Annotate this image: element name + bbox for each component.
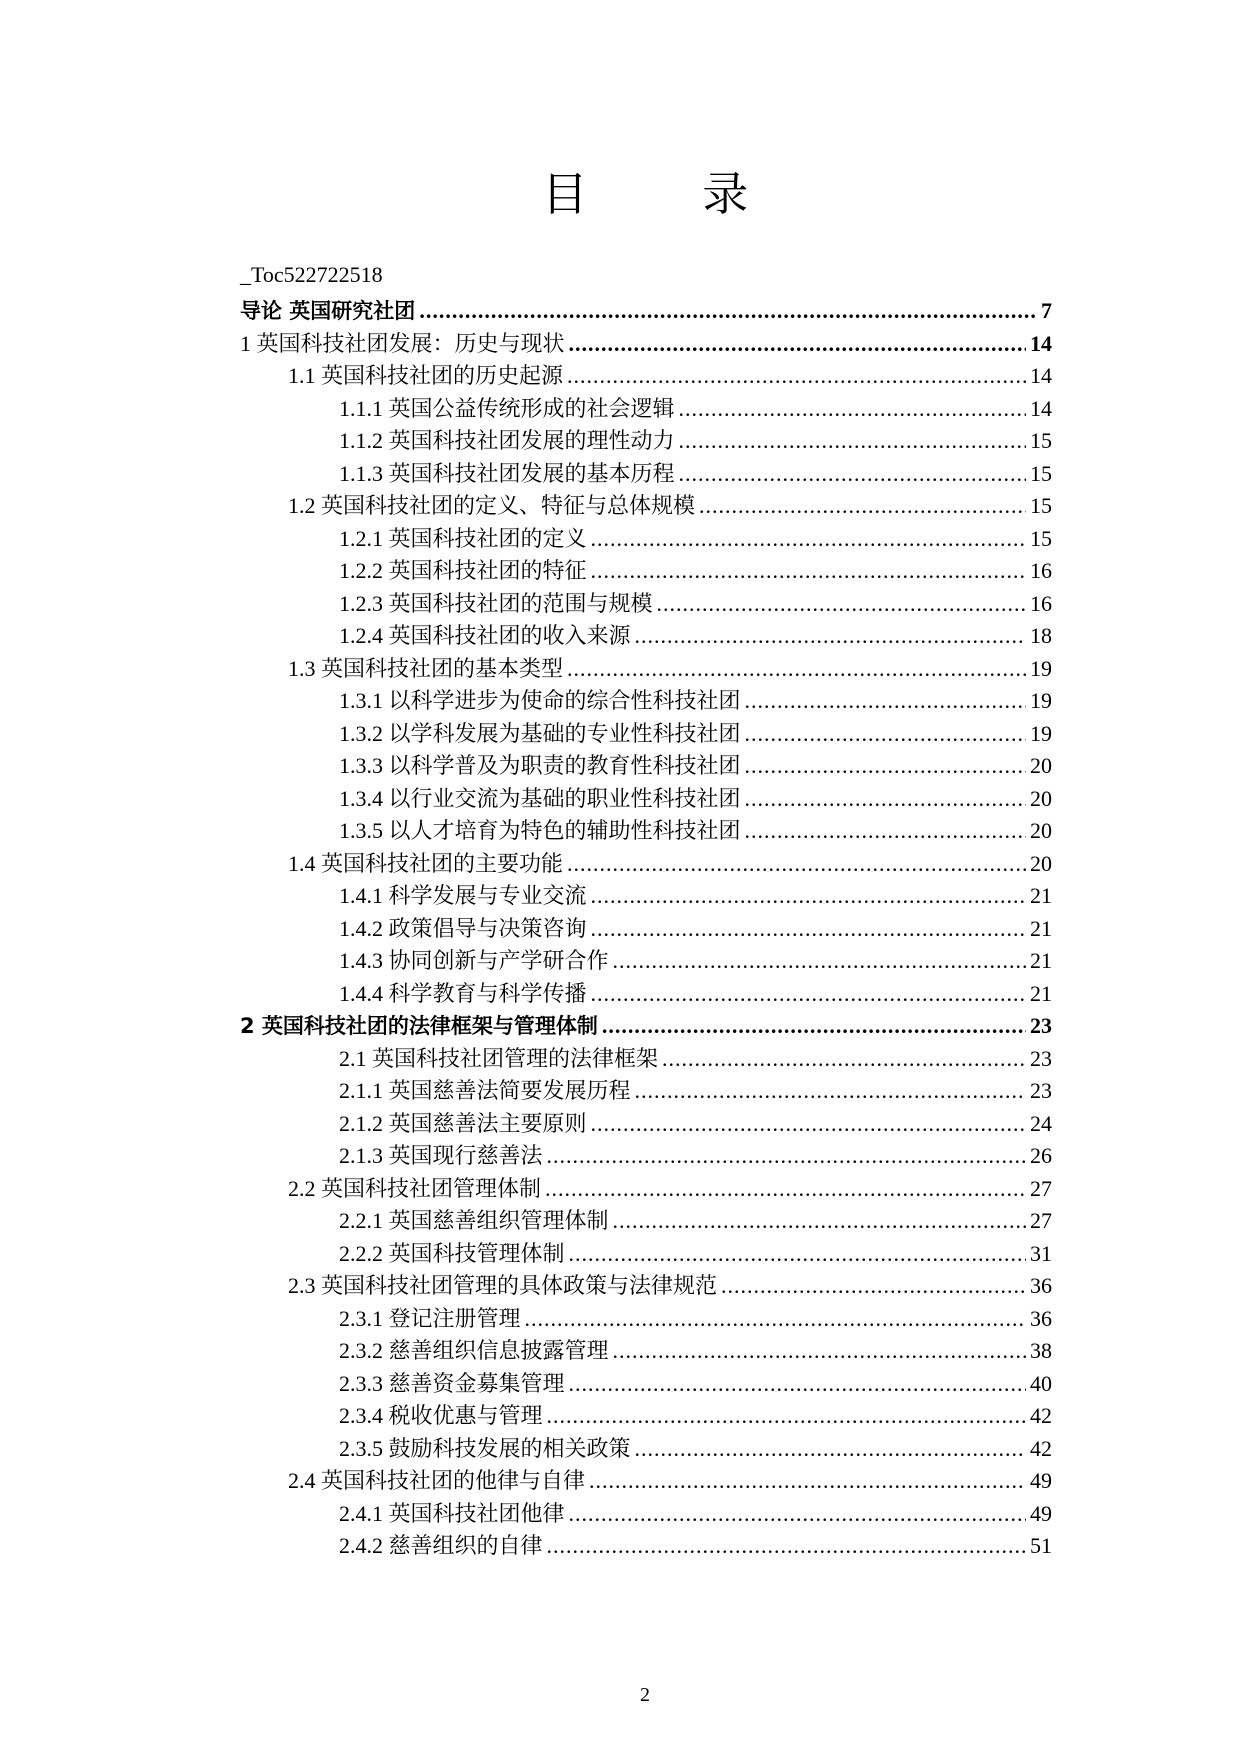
dot-leader — [569, 1238, 1026, 1271]
toc-anchor-code: _Toc522722518 — [240, 262, 383, 287]
dot-leader — [679, 425, 1026, 458]
toc-entry-page: 49 — [1030, 1468, 1052, 1493]
dot-leader — [613, 1205, 1026, 1238]
toc-entry-page: 36 — [1030, 1305, 1052, 1331]
toc-entry-label: 2.3.3 慈善资金募集管理 — [339, 1370, 565, 1396]
toc-entry-label: 2.1.2 英国慈善法主要原则 — [339, 1110, 587, 1136]
dot-leader — [569, 1498, 1026, 1531]
toc-entry-page: 16 — [1030, 590, 1052, 616]
dot-leader — [613, 1335, 1026, 1368]
dot-leader — [721, 1270, 1026, 1303]
toc-entry-label: 1.3.3 以科学普及为职责的教育性科技社团 — [339, 753, 741, 778]
toc-entry[interactable] — [240, 1335, 1052, 1368]
toc-entry[interactable] — [240, 945, 1052, 978]
toc-entry-label: 1.3.5 以人才培育为特色的辅助性科技社团 — [339, 818, 741, 843]
toc-entry[interactable] — [240, 1530, 1052, 1563]
toc-entry-label: 2.3.5 鼓励科技发展的相关政策 — [339, 1435, 631, 1461]
toc-entry-label: 1.2.1 英国科技社团的定义 — [339, 525, 587, 551]
dot-leader — [679, 458, 1026, 491]
toc-entry-page: 15 — [1030, 460, 1052, 486]
toc-entry-label: 1 英国科技社团发展：历史与现状 — [240, 330, 565, 356]
toc-entry[interactable] — [240, 588, 1052, 621]
dot-leader — [745, 685, 1026, 718]
toc-entry-page: 7 — [1041, 298, 1052, 323]
dot-leader — [419, 295, 1037, 328]
toc-entry-label: 1.1.1 英国公益传统形成的社会逻辑 — [339, 395, 675, 421]
toc-entry-page: 16 — [1030, 558, 1052, 583]
toc-entry-page: 26 — [1030, 1143, 1052, 1168]
toc-entry[interactable] — [240, 1238, 1052, 1271]
toc-entry[interactable] — [240, 880, 1052, 913]
toc-entry-label: 2.1.1 英国慈善法简要发展历程 — [339, 1078, 631, 1103]
toc-entry-label: 1.1.2 英国科技社团发展的理性动力 — [339, 428, 675, 453]
toc-entry-page: 38 — [1030, 1338, 1052, 1363]
toc-entry-page: 19 — [1030, 720, 1052, 746]
toc-entry[interactable] — [240, 1108, 1052, 1141]
toc-entry-label: 2.4 英国科技社团的他律与自律 — [288, 1468, 586, 1493]
toc-entry-page: 49 — [1030, 1500, 1052, 1526]
toc-entry-page: 21 — [1030, 980, 1052, 1006]
dot-leader — [745, 750, 1026, 783]
dot-leader — [547, 1530, 1026, 1563]
toc-entry-page: 31 — [1030, 1240, 1052, 1266]
toc-entry[interactable] — [240, 1303, 1052, 1336]
toc-entry-label: 1.1 英国科技社团的历史起源 — [288, 363, 564, 388]
toc-entry-page: 42 — [1030, 1435, 1052, 1461]
toc-entry-page: 15 — [1030, 493, 1052, 518]
toc-entry-page: 21 — [1030, 948, 1052, 973]
dot-leader — [745, 718, 1026, 751]
toc-entry[interactable] — [240, 718, 1052, 751]
toc-entry-page: 20 — [1030, 785, 1052, 811]
dot-leader — [547, 1400, 1026, 1433]
toc-entry[interactable] — [240, 1270, 1052, 1303]
dot-leader — [567, 848, 1026, 881]
dot-leader — [591, 978, 1026, 1011]
dot-leader — [602, 1010, 1026, 1043]
toc-entry-page: 23 — [1030, 1045, 1052, 1071]
toc-entry-page: 36 — [1030, 1273, 1052, 1298]
toc-entry-label: 1.4.3 协同创新与产学研合作 — [339, 948, 609, 973]
toc-entry-page: 15 — [1030, 428, 1052, 453]
dot-leader — [679, 393, 1026, 426]
toc-entry-page: 40 — [1030, 1370, 1052, 1396]
dot-leader — [589, 1465, 1026, 1498]
toc-entry-label: 2.3.1 登记注册管理 — [339, 1305, 521, 1331]
toc-entry-page: 14 — [1030, 330, 1052, 356]
toc-entry[interactable] — [240, 425, 1052, 458]
toc-entry-label: 1.2.2 英国科技社团的特征 — [339, 558, 587, 583]
toc-entry-label: 1.4.4 科学教育与科学传播 — [339, 980, 587, 1006]
toc-entry[interactable] — [240, 815, 1052, 848]
page-title: 目 录 — [541, 167, 799, 221]
toc-entry-label: 1.4 英国科技社团的主要功能 — [288, 850, 564, 876]
toc-entry[interactable] — [240, 1075, 1052, 1108]
toc-entry-label: 导论 英国研究社团 — [240, 299, 416, 323]
toc-entry[interactable] — [240, 1010, 1052, 1043]
table-of-contents — [240, 295, 1052, 1563]
toc-entry[interactable] — [240, 555, 1052, 588]
dot-leader — [745, 783, 1026, 816]
toc-entry-label: 1.3.4 以行业交流为基础的职业性科技社团 — [339, 785, 741, 811]
toc-entry-page: 24 — [1030, 1110, 1052, 1136]
toc-entry-page: 21 — [1030, 915, 1052, 941]
toc-entry[interactable] — [240, 1368, 1052, 1401]
toc-entry[interactable] — [240, 1173, 1052, 1206]
toc-entry-label: 2.2.1 英国慈善组织管理体制 — [339, 1208, 609, 1233]
toc-entry-label: 1.2.3 英国科技社团的范围与规模 — [339, 590, 653, 616]
toc-entry-label: 2.3 英国科技社团管理的具体政策与法律规范 — [288, 1273, 718, 1298]
toc-entry-page: 19 — [1030, 688, 1052, 713]
toc-entry[interactable] — [240, 685, 1052, 718]
toc-entry-page: 14 — [1030, 395, 1052, 421]
toc-entry[interactable] — [240, 1465, 1052, 1498]
toc-entry-label: 2.1 英国科技社团管理的法律框架 — [339, 1045, 659, 1071]
dot-leader — [635, 620, 1026, 653]
toc-entry[interactable] — [240, 653, 1052, 686]
toc-entry-label: 2.4.2 慈善组织的自律 — [339, 1533, 543, 1558]
toc-entry-page: 20 — [1030, 818, 1052, 843]
toc-entry-page: 23 — [1030, 1078, 1052, 1103]
dot-leader — [613, 945, 1026, 978]
toc-entry[interactable] — [240, 523, 1052, 556]
toc-entry-page: 19 — [1030, 655, 1052, 681]
toc-entry[interactable] — [240, 490, 1052, 523]
dot-leader — [635, 1075, 1026, 1108]
toc-entry[interactable] — [240, 1400, 1052, 1433]
dot-leader — [569, 328, 1026, 361]
toc-entry[interactable] — [240, 1043, 1052, 1076]
toc-entry-label: 1.2.4 英国科技社团的收入来源 — [339, 623, 631, 648]
toc-entry-label: 1.3 英国科技社团的基本类型 — [288, 655, 564, 681]
toc-entry-label: 2.4.1 英国科技社团他律 — [339, 1500, 565, 1526]
dot-leader — [635, 1433, 1026, 1466]
toc-entry-page: 23 — [1030, 1013, 1052, 1038]
toc-entry[interactable] — [240, 1433, 1052, 1466]
toc-entry-page: 21 — [1030, 883, 1052, 908]
toc-entry-page: 15 — [1030, 525, 1052, 551]
dot-leader — [591, 1108, 1026, 1141]
toc-entry-label: 1.3.2 以学科发展为基础的专业性科技社团 — [339, 720, 741, 746]
toc-entry-page: 20 — [1030, 753, 1052, 778]
toc-entry-label: 1.3.1 以科学进步为使命的综合性科技社团 — [339, 688, 741, 713]
toc-entry[interactable] — [240, 328, 1052, 361]
toc-entry[interactable] — [240, 978, 1052, 1011]
toc-entry[interactable] — [240, 848, 1052, 881]
dot-leader — [545, 1173, 1026, 1206]
toc-entry-page: 18 — [1030, 623, 1052, 648]
toc-entry-label: 1.4.2 政策倡导与决策咨询 — [339, 915, 587, 941]
page-number: 2 — [640, 1684, 650, 1706]
toc-entry-label: 2.1.3 英国现行慈善法 — [339, 1143, 543, 1168]
toc-entry[interactable] — [240, 783, 1052, 816]
toc-entry[interactable] — [240, 360, 1052, 393]
toc-entry-label: 2.3.4 税收优惠与管理 — [339, 1403, 543, 1428]
dot-leader — [591, 523, 1026, 556]
toc-entry-label: 2.3.2 慈善组织信息披露管理 — [339, 1338, 609, 1363]
toc-entry-page: 27 — [1030, 1175, 1052, 1201]
toc-entry[interactable] — [240, 393, 1052, 426]
toc-entry-label: 2.2.2 英国科技管理体制 — [339, 1240, 565, 1266]
toc-entry[interactable] — [240, 913, 1052, 946]
dot-leader — [591, 913, 1026, 946]
dot-leader — [591, 880, 1026, 913]
dot-leader — [569, 1368, 1026, 1401]
toc-entry-page: 14 — [1030, 363, 1052, 388]
toc-entry[interactable] — [240, 295, 1052, 328]
toc-entry-page: 20 — [1030, 850, 1052, 876]
toc-entry-page: 51 — [1030, 1533, 1052, 1558]
toc-entry-page: 27 — [1030, 1208, 1052, 1233]
toc-entry-label: 2 英国科技社团的法律框架与管理体制 — [240, 1014, 598, 1038]
toc-entry-label: 1.2 英国科技社团的定义、特征与总体规模 — [288, 493, 696, 518]
toc-entry[interactable] — [240, 1140, 1052, 1173]
toc-entry[interactable] — [240, 1498, 1052, 1531]
toc-entry-label: 1.4.1 科学发展与专业交流 — [339, 883, 587, 908]
dot-leader — [567, 360, 1026, 393]
dot-leader — [525, 1303, 1026, 1336]
dot-leader — [567, 653, 1026, 686]
toc-entry[interactable] — [240, 458, 1052, 491]
toc-entry-page: 42 — [1030, 1403, 1052, 1428]
dot-leader — [657, 588, 1026, 621]
dot-leader — [699, 490, 1026, 523]
toc-entry-label: 2.2 英国科技社团管理体制 — [288, 1175, 542, 1201]
toc-entry-label: 1.1.3 英国科技社团发展的基本历程 — [339, 460, 675, 486]
toc-entry[interactable] — [240, 1205, 1052, 1238]
dot-leader — [591, 555, 1026, 588]
toc-entry[interactable] — [240, 620, 1052, 653]
toc-entry[interactable] — [240, 750, 1052, 783]
dot-leader — [745, 815, 1026, 848]
dot-leader — [547, 1140, 1026, 1173]
dot-leader — [662, 1043, 1026, 1076]
